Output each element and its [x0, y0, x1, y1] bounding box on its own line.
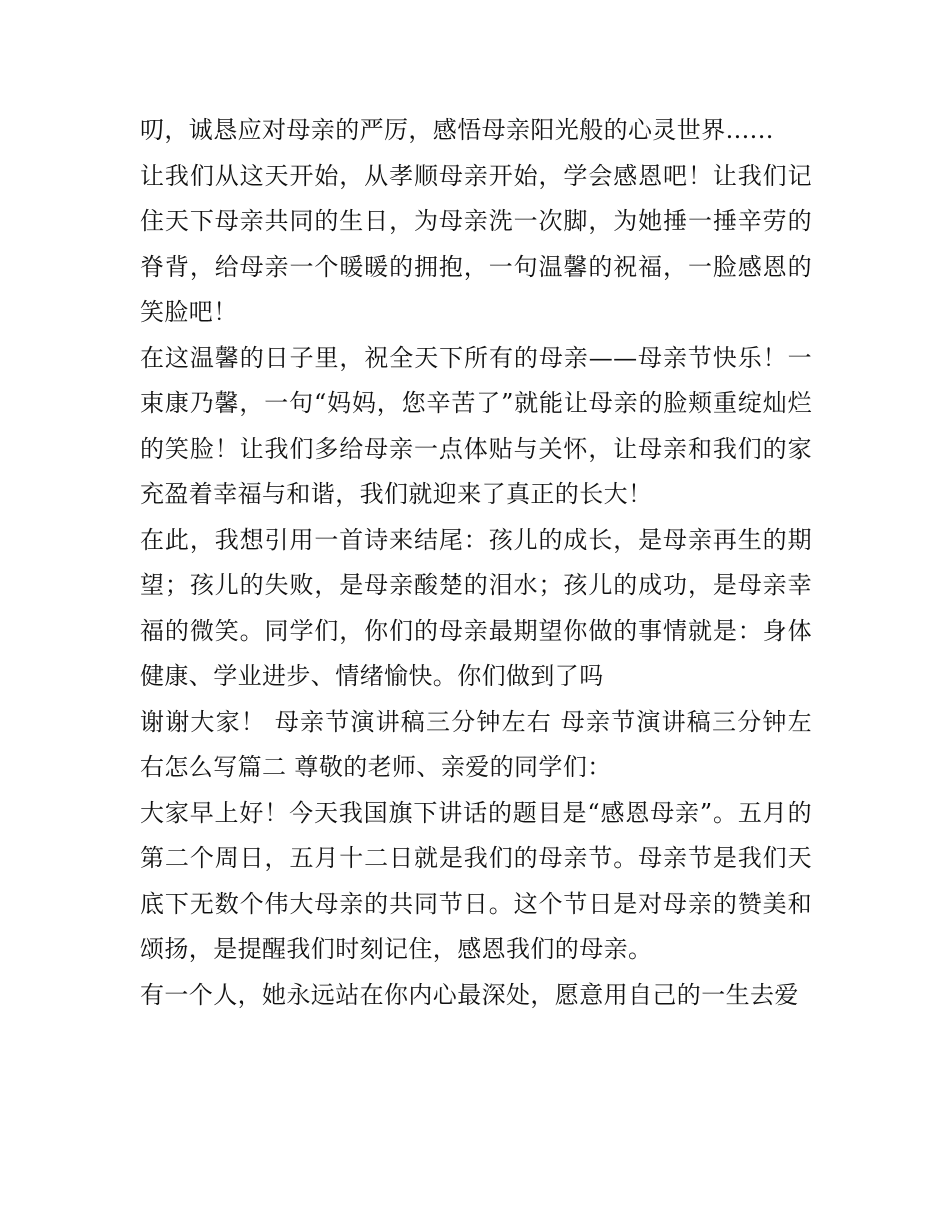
paragraph-1: 叨，诚恳应对母亲的严厉，感悟母亲阳光般的心灵世界...... [140, 116, 774, 144]
paragraph-7: 有一个人，她永远站在你内心最深处，愿意用自己的一生去爱 [140, 980, 799, 1009]
document-body [140, 108, 812, 1018]
paragraph-5: 谢谢大家！ 母亲节演讲稿三分钟左右 母亲节演讲稿三分钟左右怎么写篇二 尊敬的老师、亲爱的同学们： [140, 707, 812, 781]
paragraph-3: 在这温馨的日子里，祝全天下所有的母亲——母亲节快乐！一束康乃馨，一句“妈妈，您辛苦了”就能让母亲的脸颊重绽灿烂的笑脸！让我们多给母亲一点体贴与关怀，让母亲和我们的家充盈着幸福与和谐，我们就迎来了真正的长大！ [140, 343, 812, 508]
paragraph-6: 大家早上好！今天我国旗下讲话的题目是“感恩母亲”。五月的第二个周日，五月十二日就是我们的母亲节。母亲节是我们天底下无数个伟大母亲的共同节日。这个节日是对母亲的赞美和颂扬，是提醒我们时刻记住，感恩我们的母亲。 [140, 798, 812, 963]
paragraph-4: 在此，我想引用一首诗来结尾：孩儿的成长，是母亲再生的期望；孩儿的失败，是母亲酸楚的泪水；孩儿的成功，是母亲幸福的微笑。同学们，你们的母亲最期望你做的事情就是：身体健康、学业进步、情绪愉快。你们做到了吗 [140, 525, 812, 690]
paragraph-2: 让我们从这天开始，从孝顺母亲开始，学会感恩吧！让我们记住天下母亲共同的生日，为母亲洗一次脚，为她捶一捶辛劳的脊背，给母亲一个暖暖的拥抱，一句温馨的祝福，一脸感恩的笑脸吧！ [140, 161, 812, 326]
